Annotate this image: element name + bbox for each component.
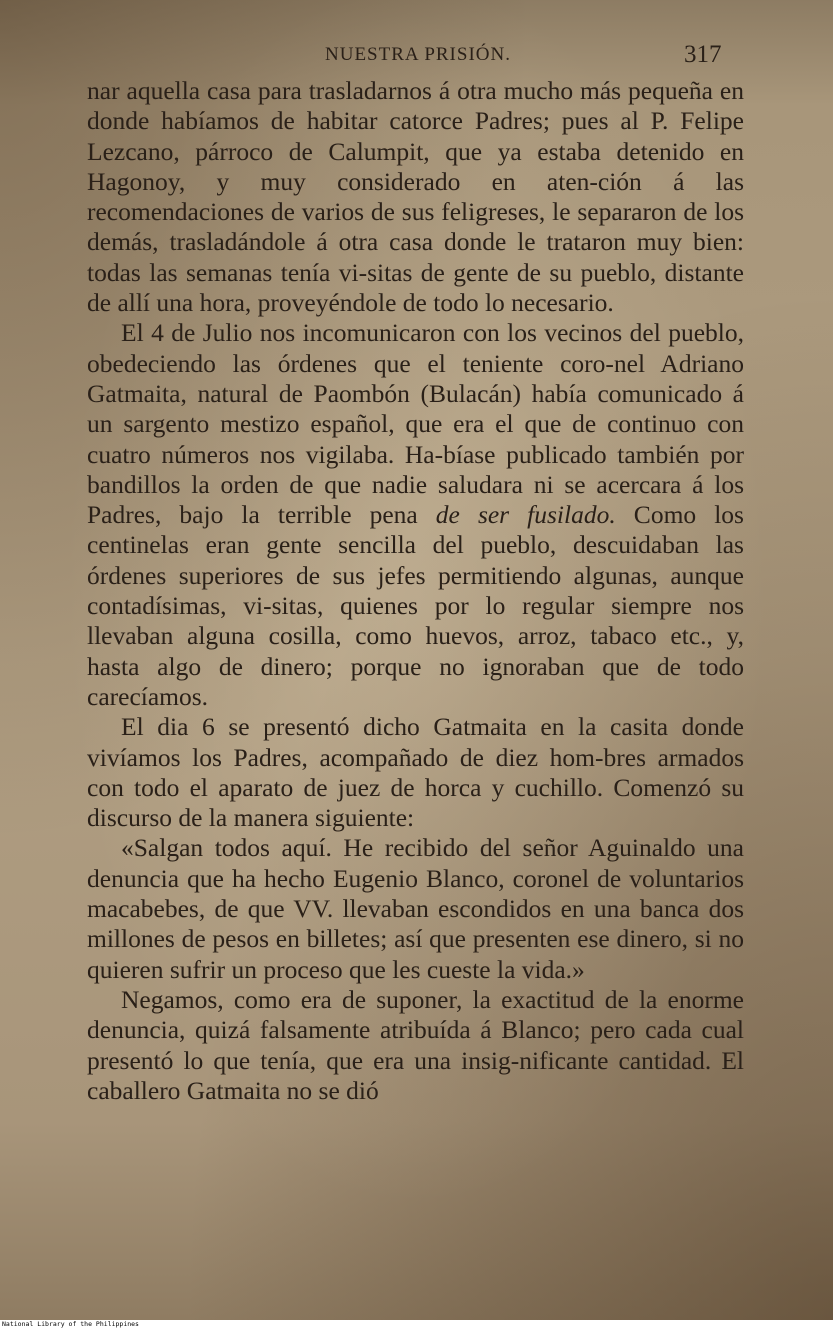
paragraph-2-italic: de ser fusilado. <box>435 500 616 530</box>
paragraph-3: El dia 6 se presentó dicho Gatmaita en la casita donde vivíamos los Padres, acompañado de diez hom-bres armados con todo el aparato de juez de horca y cuchillo. Comenzó su discurso de la manera siguiente: <box>87 712 744 833</box>
running-title: NUESTRA PRISIÓN. <box>325 44 511 65</box>
paragraph-2-text-a: El 4 de Julio nos incomunicaron con los vecinos del pueblo, obedeciendo las órdenes que el teniente coro-nel Adriano Gatmaita, natural de Paombón (Bulacán) había comunicado á un sargento mestizo español, que era el que de continuo con cuatro números nos vigilaba. Ha-bíase publicado también por bandillos la orden de que nadie saludara ni se acercara á los Padres, bajo la terrible pena <box>87 318 744 530</box>
paragraph-2-text-b: Como los centinelas eran gente sencilla del pueblo, descuidaban las órdenes superiores de sus jefes permitiendo algunas, aunque contadísimas, vi-sitas, quienes por lo regular siempre nos llevaban alguna cosilla, como huevos, arroz, tabaco etc., y, hasta algo de dinero; porque no ignoraban que de todo carecíamos. <box>87 500 744 711</box>
paragraph-1: nar aquella casa para trasladarnos á otra mucho más pequeña en donde habíamos de habitar catorce Padres; pues al P. Felipe Lezcano, párroco de Calumpit, que ya estaba detenido en Hagonoy, y muy considerado en aten-ción á las recomendaciones de varios de sus feligreses, le separaron de los demás, trasladándole á otra casa donde le trataron muy bien: todas las semanas tenía vi-sitas de gente de su pueblo, distante de allí una hora, proveyéndole de todo lo necesario. <box>87 76 744 318</box>
footer-credit: National Library of the Philippines <box>0 1320 833 1328</box>
body-text <box>87 76 744 1106</box>
running-head <box>0 41 833 74</box>
paragraph-2 <box>87 318 744 712</box>
page-number: 317 <box>684 41 722 68</box>
paragraph-5: Negamos, como era de suponer, la exactitud de la enorme denuncia, quizá falsamente atribuída á Blanco; pero cada cual presentó lo que tenía, que era una insig-nificante cantidad. El caballero Gatmaita no se dió <box>87 984 744 1105</box>
paragraph-4-quote: «Salgan todos aquí. He recibido del señor Aguinaldo una denuncia que ha hecho Eugenio Blanco, coronel de voluntarios macabebes, de que VV. llevaban escondidos en una banca dos millones de pesos en billetes; así que presenten ese dinero, si no quieren sufrir un proceso que les cueste la vida.» <box>87 833 744 984</box>
